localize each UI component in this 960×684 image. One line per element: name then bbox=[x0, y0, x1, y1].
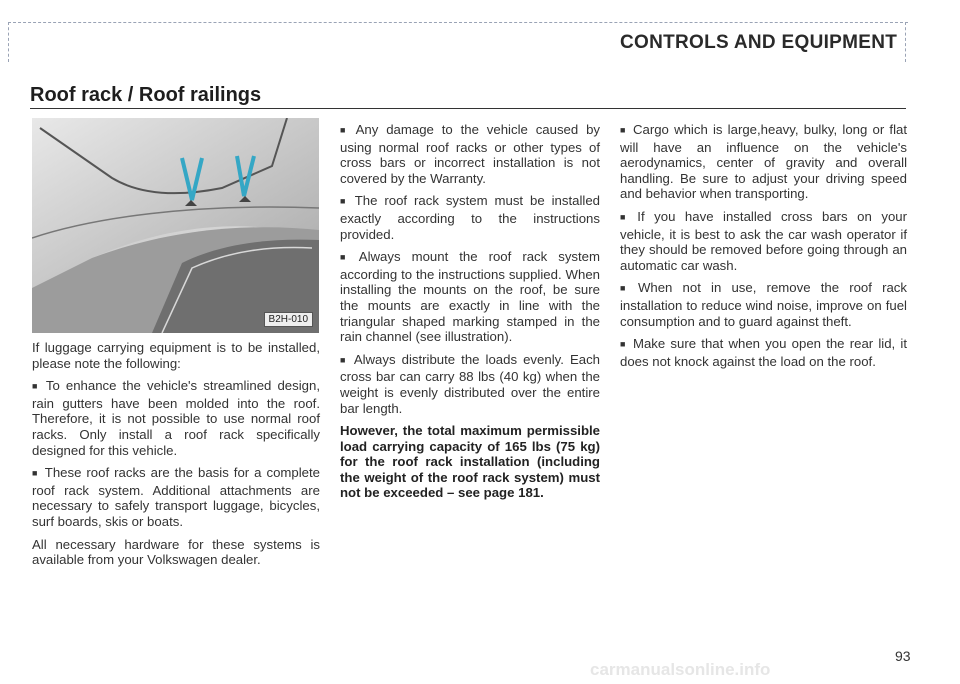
bullet-item: ■ To enhance the vehicle's streamlined design, rain gutters have been molded into the roof. Therefore, it is not possible to use normal roof racks. Only install a roof rack specifically designed for this vehicle. bbox=[32, 378, 320, 458]
header-frame-right bbox=[905, 22, 906, 62]
column-3 bbox=[620, 122, 907, 376]
column-1 bbox=[32, 340, 320, 575]
watermark: carmanualsonline.info bbox=[590, 660, 771, 679]
page-heading: Roof rack / Roof railings bbox=[30, 84, 262, 106]
heading-divider bbox=[30, 108, 906, 109]
bullet-item: ■ If you have installed cross bars on your vehicle, it is best to ask the car wash operator if they should be removed before going through an automatic car wash. bbox=[620, 209, 907, 273]
roof-illustration bbox=[32, 118, 319, 333]
bullet-item: ■ These roof racks are the basis for a complete roof rack system. Additional attachments are necessary to safely transport luggage, bicycles, surf boards, skis or boats. bbox=[32, 465, 320, 529]
bullet-item: ■ Always distribute the loads evenly. Each cross bar can carry 88 lbs (40 kg) when the weight is evenly distributed over the entire bar length. bbox=[340, 352, 600, 416]
column-2 bbox=[340, 122, 600, 508]
bullet-item: ■ The roof rack system must be installed exactly according to the instructions provided. bbox=[340, 193, 600, 242]
section-title: CONTROLS AND EQUIPMENT bbox=[620, 32, 898, 53]
warning-paragraph: However, the total maximum permissible load carrying capacity of 165 lbs (75 kg) for the roof rack installation (including the weight of the roof rack system) must not be exceeded – see page 181. bbox=[340, 423, 600, 501]
bullet-item: ■ When not in use, remove the roof rack installation to reduce wind noise, improve on fuel consumption and to guard against theft. bbox=[620, 280, 907, 329]
bullet-item: ■ Make sure that when you open the rear lid, it does not knock against the load on the roof. bbox=[620, 336, 907, 369]
page-number: 93 bbox=[895, 648, 911, 664]
roof-photo-graphic bbox=[32, 118, 319, 333]
bullet-item: ■ Cargo which is large,heavy, bulky, long or flat will have an influence on the vehicle's aerodynamics, center of gravity and overall handling. Be sure to adjust your driving speed and behavior when transporting. bbox=[620, 122, 907, 202]
bullet-item: ■ Any damage to the vehicle caused by using normal roof racks or other types of cross bars or incorrect installation is not covered by the Warranty. bbox=[340, 122, 600, 186]
bullet-item: ■ Always mount the roof rack system according to the instructions supplied. When installing the mounts on the roof, be sure the mounts are exactly in line with the triangular shaped marking stamped in the rain channel (see illustration). bbox=[340, 249, 600, 345]
intro-paragraph: If luggage carrying equipment is to be installed, please note the following: bbox=[32, 340, 320, 371]
figure-code: B2H-010 bbox=[264, 312, 313, 327]
paragraph: All necessary hardware for these systems is available from your Volkswagen dealer. bbox=[32, 536, 320, 568]
